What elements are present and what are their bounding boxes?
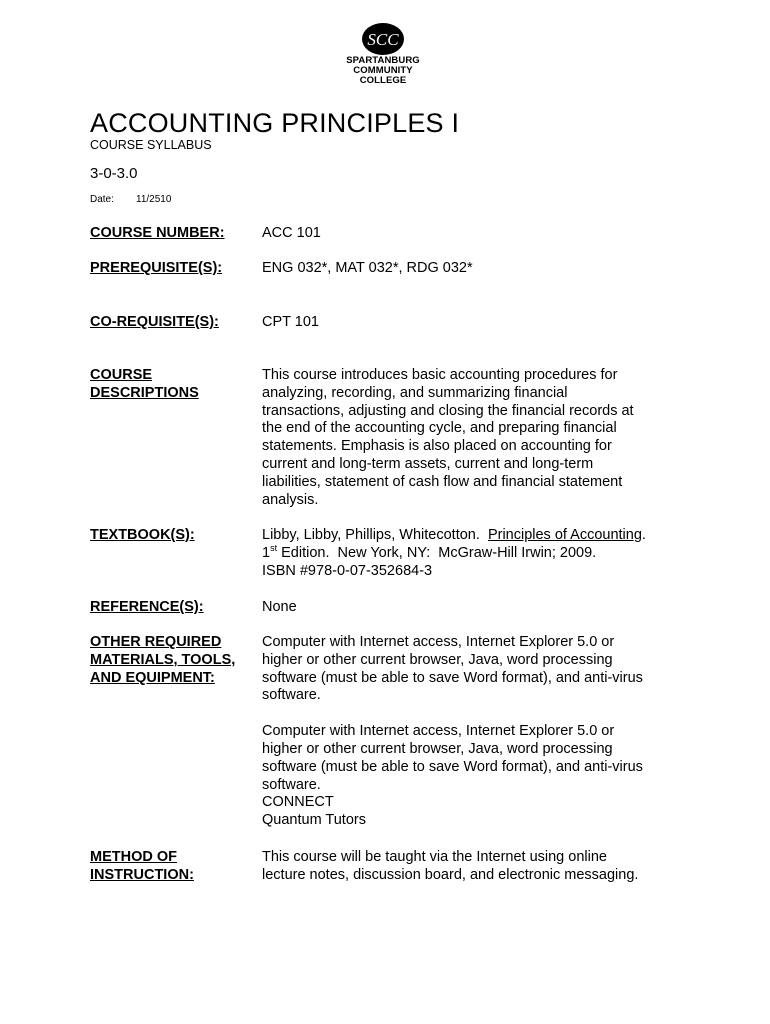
description-label-line: DESCRIPTIONS (90, 384, 199, 401)
textbook-edition-number: 1 (262, 544, 271, 561)
date-value: 11/2510 (136, 194, 172, 205)
prerequisites-label: PREREQUISITE(S): (90, 260, 223, 276)
corequisites-label: CO-REQUISITE(S): (90, 314, 219, 330)
description-line: current and long-term assets, current and long-term (262, 455, 594, 472)
textbook-line-2 (262, 542, 682, 563)
description-label (90, 367, 255, 403)
description-line: analyzing, recording, and summarizing financial (262, 384, 568, 401)
materials-label-line: OTHER REQUIRED (90, 634, 222, 650)
textbook-title: Principles of Accounting (487, 527, 642, 543)
description-line: the end of the accounting cycle, and preparing financial (262, 420, 617, 437)
description-label-line: COURSE (90, 367, 153, 383)
textbook-isbn: ISBN #978-0-07-352684-3 (262, 562, 433, 579)
method-label (90, 849, 255, 885)
materials-block-1 (262, 634, 682, 705)
logo-line-2: COMMUNITY (353, 65, 413, 76)
textbook-text (262, 527, 682, 580)
references-value: None (262, 599, 297, 615)
logo-line-1: SPARTANBURG (346, 55, 420, 66)
textbook-edition-details: Edition. New York, NY: McGraw-Hill Irwin; 2009. (277, 544, 597, 561)
materials-text (262, 634, 682, 830)
textbook-label: TEXTBOOK(S): (90, 527, 195, 543)
materials-label (90, 634, 255, 687)
course-number-label: COURSE NUMBER: (90, 225, 225, 241)
page-title: ACCOUNTING PRINCIPLES I (90, 108, 460, 138)
course-number-value: ACC 101 (262, 225, 321, 241)
materials-line: higher or other current browser, Java, word processing (262, 740, 613, 757)
logo-monogram: SCC (367, 30, 399, 49)
page-subtitle: COURSE SYLLABUS (90, 138, 212, 152)
description-text (262, 367, 682, 509)
textbook-authors: Libby, Libby, Phillips, Whitecotton. (262, 527, 488, 543)
description-line: transactions, adjusting and closing the financial records at (262, 402, 634, 419)
materials-label-line: MATERIALS, TOOLS, (90, 651, 236, 668)
materials-line: software. (262, 687, 321, 704)
materials-line: Computer with Internet access, Internet Explorer 5.0 or (262, 723, 615, 740)
textbook-edition-suffix: st (270, 542, 278, 553)
method-line: lecture notes, discussion board, and electronic messaging. (262, 866, 639, 883)
materials-label-line: AND EQUIPMENT: (90, 669, 215, 686)
materials-line: higher or other current browser, Java, word processing (262, 651, 613, 668)
method-line: This course will be taught via the Internet using online (262, 849, 607, 865)
references-label: REFERENCE(S): (90, 599, 204, 615)
corequisites-value: CPT 101 (262, 314, 319, 330)
method-label-line: INSTRUCTION: (90, 866, 194, 883)
materials-line: software (must be able to save Word format), and anti-virus (262, 669, 643, 686)
date-label: Date: (90, 194, 114, 205)
date-row (90, 194, 171, 205)
credit-hours: 3-0-3.0 (90, 165, 138, 182)
textbook-line-1 (262, 527, 682, 545)
materials-line: software. (262, 776, 321, 793)
materials-line: Quantum Tutors (262, 812, 366, 829)
method-label-line: METHOD OF (90, 849, 177, 865)
college-logo (338, 22, 428, 86)
textbook-title-end: . (641, 527, 646, 543)
materials-block-2 (262, 723, 682, 830)
description-line: liabilities, statement of cash flow and financial statement (262, 473, 623, 490)
materials-line: Computer with Internet access, Internet Explorer 5.0 or (262, 634, 615, 650)
method-text (262, 849, 682, 885)
materials-line: CONNECT (262, 794, 334, 811)
prerequisites-value: ENG 032*, MAT 032*, RDG 032* (262, 260, 473, 276)
materials-line: software (must be able to save Word format), and anti-virus (262, 758, 643, 775)
description-line: This course introduces basic accounting procedures for (262, 367, 618, 383)
logo-line-3: COLLEGE (359, 75, 407, 86)
scc-monogram-icon (361, 22, 405, 56)
description-line: analysis. (262, 491, 319, 508)
description-line: statements. Emphasis is also placed on accounting for (262, 438, 612, 455)
